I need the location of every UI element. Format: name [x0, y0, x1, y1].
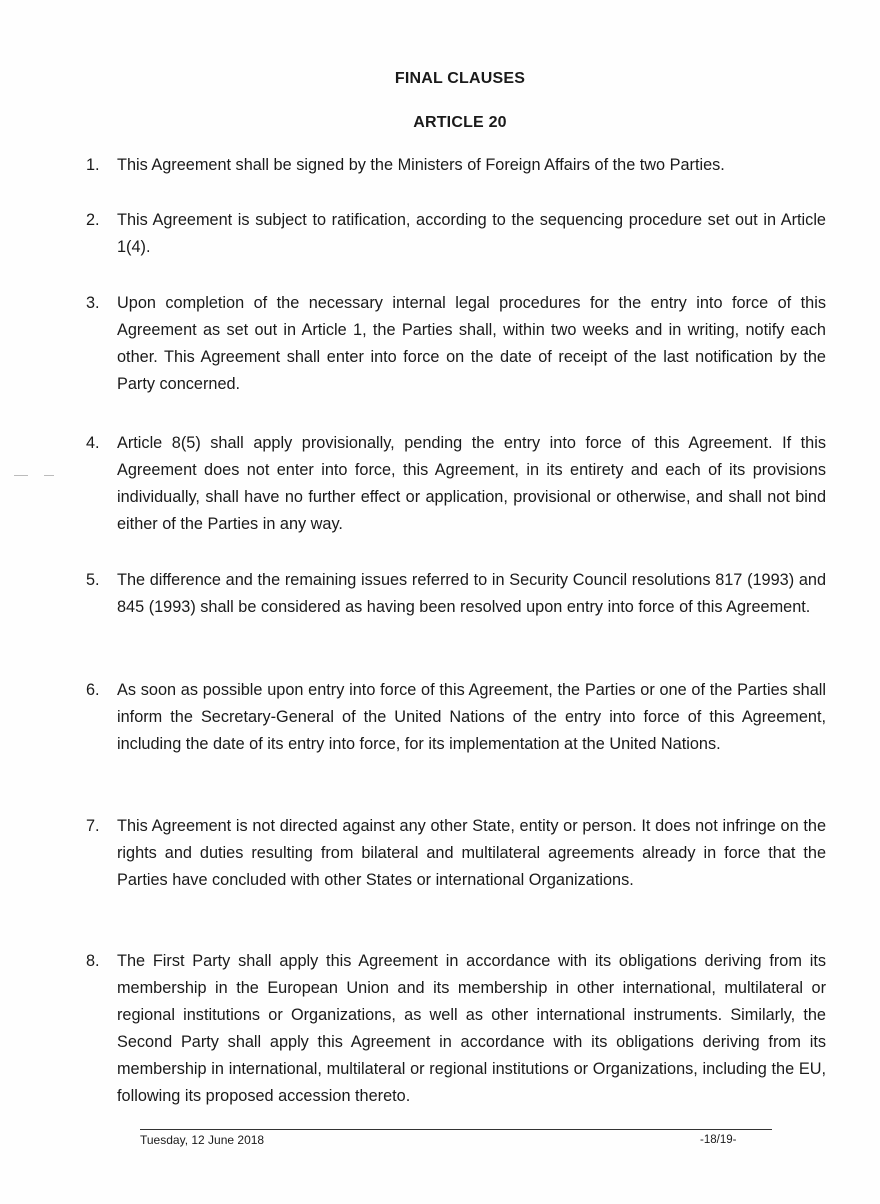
clause-1: [86, 152, 826, 179]
clause-4: [86, 430, 826, 538]
clause-number: 3.: [86, 294, 100, 312]
footer-page-number: -18/19-: [700, 1134, 737, 1146]
clause-number: 5.: [86, 571, 100, 589]
clause-text: The difference and the remaining issues referred to in Security Council resolutions 817 (1993) and 845 (1993) shall be considered as having been resolved upon entry into force of this Agreement.: [117, 571, 826, 616]
scan-mark: [44, 475, 54, 476]
clause-3: [86, 290, 826, 398]
clause-text: As soon as possible upon entry into force of this Agreement, the Parties or one of the Parties shall inform the Secretary-General of the United Nations of the entry into force of this Agreement, including the date of its entry into force, for its implementation at the United Nations.: [117, 681, 826, 753]
article-title: ARTICLE 20: [413, 114, 507, 131]
clause-text: The First Party shall apply this Agreement in accordance with its obligations deriving from its membership in the European Union and its membership in other international, multilateral or regional institutions or Organizations, as well as other international instruments. Similarly, the Second Party shall apply this Agreement in accordance with its obligations deriving from its membership in international, multilateral or regional institutions or Organizations, including the EU, following its proposed accession thereto.: [117, 952, 826, 1105]
clause-number: 6.: [86, 681, 100, 699]
scan-mark: [14, 475, 28, 476]
clause-text: This Agreement is not directed against any other State, entity or person. It does not infringe on the rights and duties resulting from bilateral and multilateral agreements already in force that the Parties have concluded with other States or international Organizations.: [117, 817, 826, 889]
footer-date: Tuesday, 12 June 2018: [140, 1133, 265, 1147]
clause-6: [86, 677, 826, 758]
clause-number: 8.: [86, 952, 100, 970]
clause-text: Upon completion of the necessary internal legal procedures for the entry into force of this Agreement as set out in Article 1, the Parties shall, within two weeks and in writing, notify each other. This Agreement shall enter into force on the date of receipt of the last notification by the Party concerned.: [117, 294, 826, 393]
clause-2: [86, 207, 826, 261]
footer-divider: [140, 1129, 772, 1130]
clause-8: [86, 948, 826, 1110]
clause-text: This Agreement shall be signed by the Ministers of Foreign Affairs of the two Parties.: [117, 156, 725, 174]
clause-number: 7.: [86, 817, 100, 835]
clause-5: [86, 567, 826, 621]
clause-7: [86, 813, 826, 894]
clause-text: Article 8(5) shall apply provisionally, pending the entry into force of this Agreement. If this Agreement does not enter into force, this Agreement, in its entirety and each of its provisions individually, shall have no further effect or application, provisional or otherwise, and shall not bind either of the Parties in any way.: [117, 434, 826, 533]
clause-number: 2.: [86, 211, 100, 229]
clause-number: 4.: [86, 434, 100, 452]
clause-text: This Agreement is subject to ratification, according to the sequencing procedure set out in Article 1(4).: [117, 211, 826, 256]
section-title: FINAL CLAUSES: [394, 70, 526, 87]
clause-number: 1.: [86, 156, 100, 174]
